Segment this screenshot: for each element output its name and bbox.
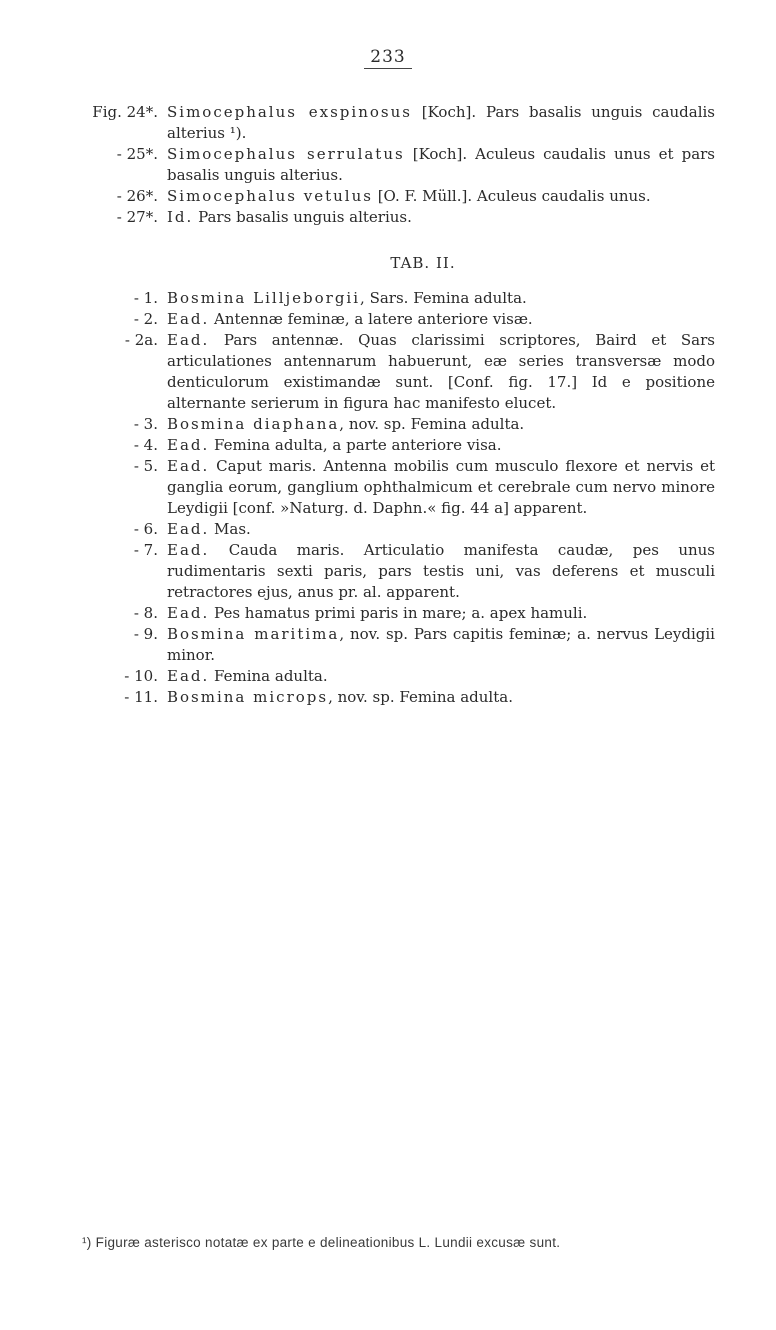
entry-text: Femina adulta, a parte anteriore visa.	[209, 436, 502, 454]
fig-label: Fig. 24*.	[92, 103, 158, 121]
fig-entry	[133, 435, 715, 456]
species-name: Ead.	[167, 604, 210, 622]
section-title: TAB. II.	[390, 254, 456, 272]
entry-text: , nov. sp. Pars capitis feminæ; a. nervus Leydigii minor.	[167, 625, 715, 664]
fig-entry	[124, 330, 715, 414]
species-name: Bosmina Lilljeborgii	[167, 289, 361, 307]
fig-label: - 5.	[133, 457, 158, 475]
fig-label: - 27*.	[116, 208, 158, 226]
fig-label: - 8.	[133, 604, 158, 622]
fig-entry	[124, 687, 715, 708]
species-name: Ead.	[167, 310, 210, 328]
page-number: 233	[0, 47, 776, 69]
footnote: ¹) Figuræ asterisco notatæ ex parte e delineationibus L. Lundii excusæ sunt.	[82, 1235, 561, 1250]
fig-entry	[124, 666, 715, 687]
entry-text: Antennæ feminæ, a latere anteriore visæ.	[209, 310, 533, 328]
entry-text: , nov. sp. Femina adulta.	[339, 415, 525, 433]
species-name: Ead.	[167, 520, 210, 538]
entry-text: Mas.	[209, 520, 251, 538]
species-name: Ead.	[167, 331, 210, 349]
fig-label: - 6.	[133, 520, 158, 538]
species-name: Bosmina maritima	[167, 625, 340, 643]
fig-label: - 3.	[133, 415, 158, 433]
fig-label: - 1.	[133, 289, 158, 307]
entry-text: Cauda maris. Articulatio manifesta caudæ, pes unus rudimentaris sexti paris, pars testis uni, vas deferens et musculi retractores ejus, anus pr. al. apparent.	[167, 541, 715, 601]
fig-label: - 2.	[133, 310, 158, 328]
fig-entry	[92, 102, 716, 144]
fig-entry	[116, 207, 715, 228]
entry-text: [Koch]. Aculeus caudalis unus et pars basalis unguis alterius.	[167, 145, 715, 184]
species-name: Bosmina microps	[167, 688, 329, 706]
fig-label: - 9.	[133, 625, 158, 643]
entry-text: Pes hamatus primi paris in mare; a. apex hamuli.	[209, 604, 588, 622]
fig-label: - 26*.	[116, 187, 158, 205]
species-name: Bosmina diaphana	[167, 415, 340, 433]
entry-text: , nov. sp. Femina adulta.	[328, 688, 513, 706]
fig-label: - 4.	[133, 436, 158, 454]
fig-entry	[133, 414, 715, 435]
entry-text: , Sars. Femina adulta.	[360, 289, 527, 307]
species-name: Ead.	[167, 667, 210, 685]
fig-label: - 7.	[133, 541, 158, 559]
fig-entry	[133, 456, 715, 519]
fig-entry	[133, 309, 715, 330]
fig-entry	[116, 144, 715, 186]
entry-text: [Koch]. Pars basalis unguis caudalis alterius ¹).	[167, 103, 716, 142]
fig-label: - 2a.	[124, 331, 158, 349]
fig-label: - 11.	[124, 688, 158, 706]
species-name: Simocephalus serrulatus	[167, 145, 405, 163]
entry-text: Pars basalis unguis alterius.	[193, 208, 412, 226]
fig-label: - 25*.	[116, 145, 158, 163]
species-name: Simocephalus exspinosus	[167, 103, 412, 121]
species-name: Ead.	[167, 541, 210, 559]
species-name: Simocephalus vetulus	[167, 187, 373, 205]
fig-entry	[133, 519, 715, 540]
fig-entry	[133, 540, 715, 603]
entry-text: Caput maris. Antenna mobilis cum musculo flexore et nervis et ganglia eorum, ganglium ophthalmicum et cerebrale cum nervo minore Leydigii [conf. »Naturg. d. Daphn.« fig. 44 a] apparent.	[167, 457, 715, 517]
species-name: Id.	[167, 208, 194, 226]
entry-text: Pars antennæ. Quas clarissimi scriptores, Baird et Sars articulationes antennarum habuerunt, eæ series transversæ modo denticulorum existimandæ sunt. [Conf. fig. 17.] Id e positione alternante serierum in figura hac manifesto elucet.	[167, 331, 715, 412]
fig-entry	[133, 288, 715, 309]
fig-label: - 10.	[124, 667, 158, 685]
entry-text: Femina adulta.	[209, 667, 328, 685]
fig-entry	[133, 624, 715, 666]
figure-explanations	[0, 102, 776, 708]
species-name: Ead.	[167, 457, 210, 475]
fig-entry	[116, 186, 715, 207]
fig-entry	[133, 603, 715, 624]
entry-text: [O. F. Müll.]. Aculeus caudalis unus.	[372, 187, 651, 205]
species-name: Ead.	[167, 436, 210, 454]
